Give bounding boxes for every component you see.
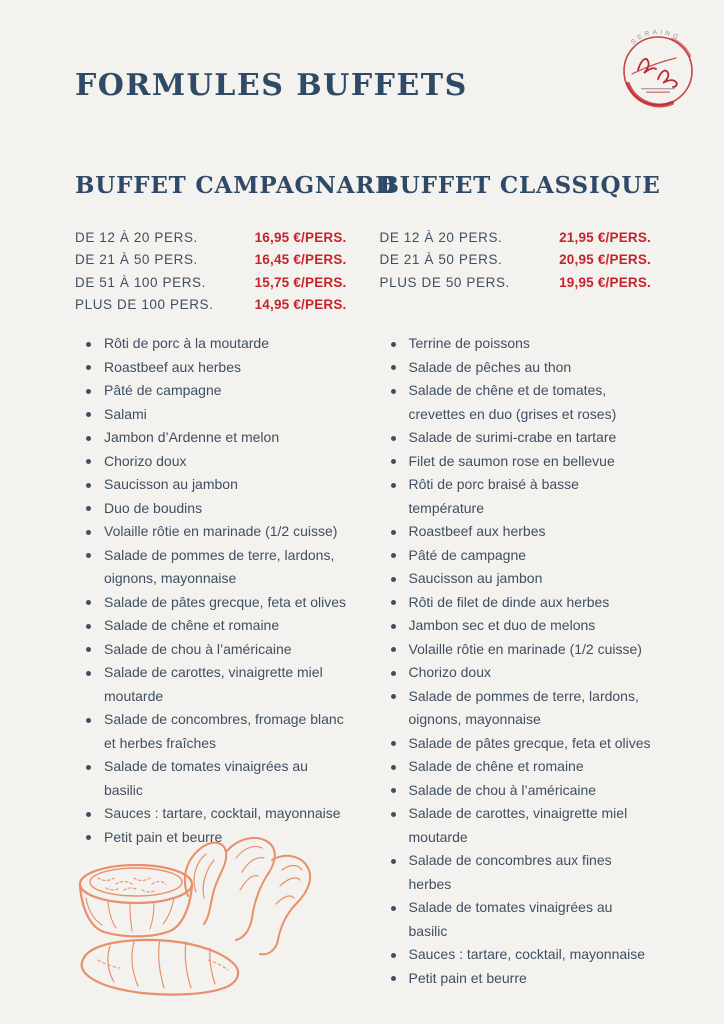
menu-item: Salade de concombres aux fines herbes	[380, 849, 652, 896]
section-heading: BUFFET CAMPAGNARD	[75, 172, 397, 199]
menu-item: Salade de chou à l’américaine	[380, 779, 652, 803]
pricing-value: 14,95 €/PERS.	[254, 296, 347, 312]
menu-item: Petit pain et beurre	[75, 826, 347, 850]
menu-item: Rôti de filet de dinde aux herbes	[380, 591, 652, 615]
menu-item: Chorizo doux	[380, 661, 652, 685]
menu-item: Salade de chêne et romaine	[75, 614, 347, 638]
pricing-label: PLUS DE 100 PERS.	[75, 296, 214, 312]
menu-item: Salade de chou à l’américaine	[75, 638, 347, 662]
pricing-value: 15,75 €/PERS.	[254, 274, 347, 290]
menu-item: Duo de boudins	[75, 497, 347, 521]
menu-item: Salade de chêne et romaine	[380, 755, 652, 779]
logo-signature-icon	[632, 58, 677, 87]
pricing-row	[75, 227, 347, 249]
menu-item: Salade de tomates vinaigrées au basilic	[75, 755, 347, 802]
menu-item: Salade de chêne et de tomates, crevettes en duo (grises et roses)	[380, 379, 652, 426]
menu-item: Salade de tomates vinaigrées au basilic	[380, 896, 652, 943]
menu-item: Sauces : tartare, cocktail, mayonnaise	[75, 802, 347, 826]
section-buffet-classique	[379, 170, 661, 990]
pricing-table	[380, 227, 652, 326]
logo-microtext-lines	[641, 88, 675, 93]
pricing-row	[380, 249, 652, 271]
pricing-label: PLUS DE 50 PERS.	[379, 274, 510, 290]
menu-item: Saucisson au jambon	[380, 567, 652, 591]
pricing-row	[75, 249, 347, 271]
sliced-meat-icon	[82, 940, 238, 995]
menu-item: Pâté de campagne	[380, 544, 652, 568]
menu-item: Roastbeef aux herbes	[75, 356, 347, 380]
menu-item: Terrine de poissons	[380, 332, 652, 356]
menu-item: Chorizo doux	[75, 450, 347, 474]
menu-item: Filet de saumon rose en bellevue	[380, 450, 652, 474]
brand-logo	[608, 16, 708, 116]
menu-item-list	[75, 332, 347, 849]
pricing-value: 16,95 €/PERS.	[254, 230, 347, 245]
pricing-label: DE 51 À 100 PERS.	[75, 274, 207, 290]
pricing-row	[75, 294, 347, 316]
menu-item: Salade de concombres, fromage blanc et herbes fraîches	[75, 708, 347, 755]
menu-item: Pâté de campagne	[75, 379, 347, 403]
bacon-strips-icon	[185, 838, 310, 954]
pricing-label: DE 12 À 20 PERS.	[379, 230, 503, 245]
pricing-label: DE 12 À 20 PERS.	[75, 230, 198, 245]
pricing-value: 19,95 €/PERS.	[559, 274, 651, 290]
pricing-label: DE 21 À 50 PERS.	[379, 252, 503, 268]
menu-item: Petit pain et beurre	[380, 967, 652, 991]
pricing-label: DE 21 À 50 PERS.	[75, 252, 198, 268]
charcuterie-illustration	[58, 832, 328, 1012]
menu-item: Jambon sec et duo de melons	[380, 614, 652, 638]
logo-brush-stroke	[628, 84, 672, 105]
menu-item: Salade de pommes de terre, lardons, oignons, mayonnaise	[380, 685, 652, 732]
menu-item: Salade de pâtes grecque, feta et olives	[75, 591, 347, 615]
menu-item: Salade de carottes, vinaigrette miel moutarde	[380, 802, 652, 849]
page-title: FORMULES BUFFETS	[75, 68, 468, 103]
menu-item-list	[380, 332, 652, 990]
section-heading: BUFFET CLASSIQUE	[379, 172, 661, 199]
pricing-value: 20,95 €/PERS.	[559, 252, 651, 268]
menu-item: Salade de pâtes grecque, feta et olives	[380, 732, 652, 756]
menu-item: Saucisson au jambon	[75, 473, 347, 497]
menu-item: Volaille rôtie en marinade (1/2 cuisse)	[75, 520, 347, 544]
menu-item: Rôti de porc braisé à basse température	[380, 473, 652, 520]
menu-item: Sauces : tartare, cocktail, mayonnaise	[380, 943, 652, 967]
menu-item: Salade de pommes de terre, lardons, oignons, mayonnaise	[75, 544, 347, 591]
pricing-row	[380, 227, 652, 249]
menu-item: Salami	[75, 403, 347, 427]
terrine-bowl-icon	[80, 865, 192, 936]
pricing-row	[380, 272, 652, 294]
pricing-table	[75, 227, 347, 326]
menu-item: Jambon d’Ardenne et melon	[75, 426, 347, 450]
menu-item: Salade de surimi-crabe en tartare	[380, 426, 652, 450]
menu-item: Rôti de porc à la moutarde	[75, 332, 347, 356]
pricing-value: 16,45 €/PERS.	[254, 252, 347, 268]
menu-item: Roastbeef aux herbes	[380, 520, 652, 544]
menu-item: Salade de carottes, vinaigrette miel moutarde	[75, 661, 347, 708]
logo-brush-stroke-2	[672, 39, 690, 56]
pricing-value: 21,95 €/PERS.	[559, 230, 651, 245]
menu-item: Volaille rôtie en marinade (1/2 cuisse)	[380, 638, 652, 662]
logo-arc-text: SERAING	[629, 28, 682, 47]
menu-item: Salade de pêches au thon	[380, 356, 652, 380]
pricing-row	[75, 272, 347, 294]
